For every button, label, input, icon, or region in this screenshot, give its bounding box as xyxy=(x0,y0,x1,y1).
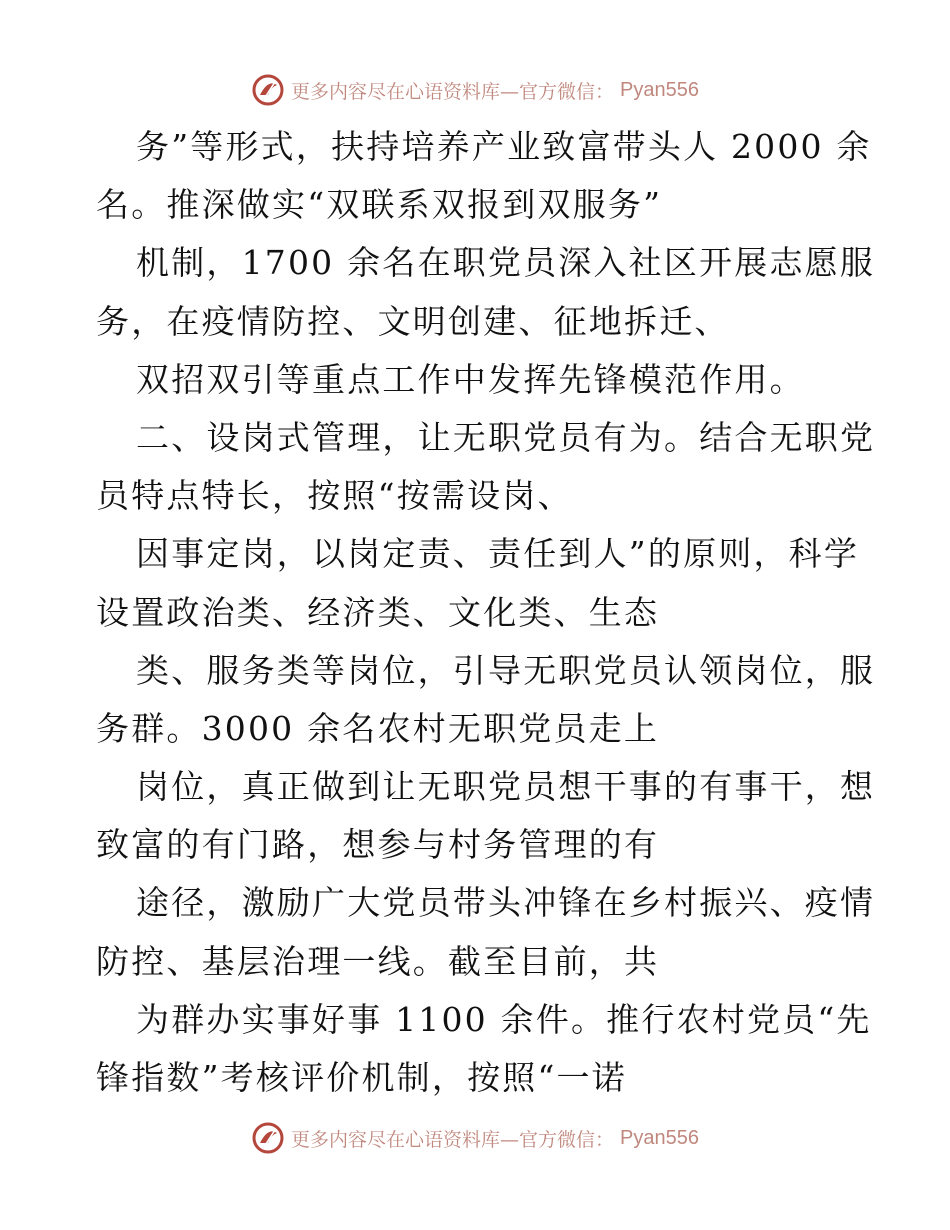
text-line: 务，在疫情防控、文明创建、征地拆迁、 xyxy=(96,301,730,341)
document-body xyxy=(96,118,876,1107)
text-line: 岗位，真正做到让无职党员想干事的有事干，想 xyxy=(136,767,876,807)
text-line: 锋指数”考核评价机制，按照“一诺 xyxy=(96,1058,627,1097)
watermark-id: Pyan556 xyxy=(620,1126,699,1149)
footer-watermark xyxy=(0,1118,950,1158)
text-line: 途径，激励广大党员带头冲锋在乡村振兴、疫情 xyxy=(136,883,876,923)
text-line: 二、设岗式管理，让无职党员有为。结合无职党 xyxy=(136,417,876,457)
text-line: 名。推深做实“双联系双报到双服务” xyxy=(96,185,663,225)
text-line: 务”等形式，扶持培养产业致富带头人 2000 余 xyxy=(136,127,872,166)
text-line: 机制，1700 余名在职党员深入社区开展志愿服 xyxy=(136,243,876,283)
header-watermark xyxy=(0,70,950,110)
text-line: 设置政治类、经济类、文化类、生态 xyxy=(96,592,660,632)
logo-icon xyxy=(251,73,285,107)
text-line: 双招双引等重点工作中发挥先锋模范作用。 xyxy=(136,359,805,399)
text-line: 防控、基层治理一线。截至目前，共 xyxy=(96,941,660,981)
text-line: 员特点特长，按照“按需设岗、 xyxy=(96,476,573,516)
watermark-id: Pyan556 xyxy=(620,78,699,101)
text-line: 因事定岗，以岗定责、责任到人”的原则，科学 xyxy=(136,534,860,574)
text-line: 为群办实事好事 1100 余件。推行农村党员“先 xyxy=(136,999,872,1039)
text-line: 务群。3000 余名农村无职党员走上 xyxy=(96,708,660,748)
text-line: 致富的有门路，想参与村务管理的有 xyxy=(96,825,660,865)
text-line: 类、服务类等岗位，引导无职党员认领岗位，服 xyxy=(136,650,876,690)
logo-icon xyxy=(251,1121,285,1155)
watermark-text: 更多内容尽在心语资料库—官方微信： xyxy=(291,80,615,103)
watermark-text: 更多内容尽在心语资料库—官方微信： xyxy=(291,1128,615,1151)
